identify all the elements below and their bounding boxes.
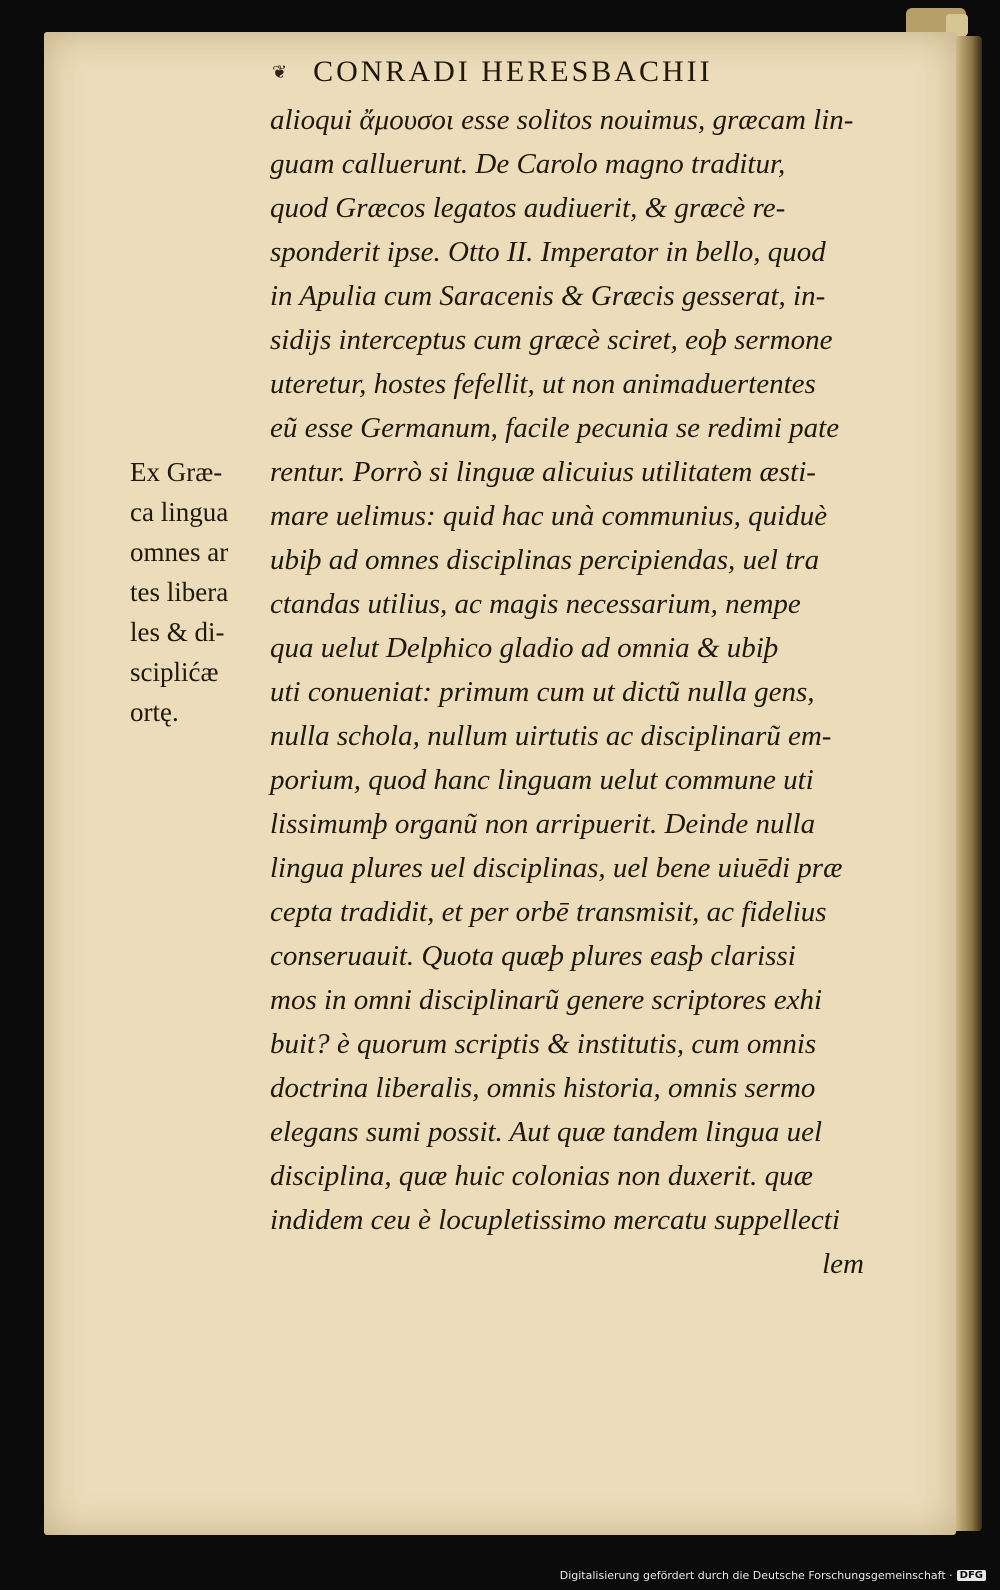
credit-text: Digitalisierung gefördert durch die Deutsche Forschungsgemeinschaft · [559, 1568, 953, 1582]
margin-line: ca lingua [130, 497, 229, 527]
text-line: in Apulia cum Saracenis & Græcis gesserat, in- [270, 280, 826, 312]
text-line: porium, quod hanc linguam uelut commune uti [270, 764, 814, 796]
text-line: disciplina, quæ huic colonias non duxerit. quæ [270, 1160, 813, 1192]
text-line: quod Græcos legatos audiuerit, & græcè re- [270, 192, 786, 224]
text-line: conseruauit. Quota quæþ plures easþ clarissi [270, 940, 796, 972]
text-line: uti conueniat: primum cum ut dictũ nulla gens, [270, 676, 815, 708]
text-line: cepta tradidit, et per orbē transmisit, ac fidelius [270, 896, 827, 928]
main-text-block [270, 98, 920, 1286]
text-line: elegans sumi possit. Aut quæ tandem lingua uel [270, 1116, 823, 1148]
text-line: sidijs interceptus cum græcè sciret, eoþ sermone [270, 324, 833, 356]
margin-line: sciplićæ [130, 657, 219, 687]
text-line: nulla schola, nullum uirtutis ac disciplinarũ em- [270, 720, 832, 752]
text-line: lingua plures uel disciplinas, uel bene uiuēdi præ [270, 852, 843, 884]
text-line: alioqui ἄμουσοι esse solitos nouimus, græcam lin- [270, 104, 854, 136]
text-line: mare uelimus: quid hac unà communius, quiduè [270, 500, 828, 532]
text-line: lissimumþ organũ non arripuerit. Deinde nulla [270, 808, 816, 840]
text-line: mos in omni disciplinarũ genere scriptores exhi [270, 984, 823, 1016]
margin-line: tes libera [130, 577, 229, 607]
text-line: doctrina liberalis, omnis historia, omnis sermo [270, 1072, 816, 1104]
running-head: CONRADI HERESBACHII [313, 55, 713, 88]
text-line: qua uelut Delphico gladio ad omnia & ubiþ [270, 632, 779, 664]
dfg-logo: DFG [957, 1570, 986, 1581]
fleuron-icon: ❦ [272, 61, 288, 83]
page-fore-edge [956, 36, 982, 1531]
catchword: lem [822, 1248, 864, 1280]
text-line: ctandas utilius, ac magis necessarium, nempe [270, 588, 801, 620]
text-line: uteretur, hostes fefellit, ut non animaduertentes [270, 368, 816, 400]
text-line: ubiþ ad omnes disciplinas percipiendas, uel tra [270, 544, 820, 576]
text-line: guam calluerunt. De Carolo magno traditur, [270, 148, 786, 180]
margin-line: les & di- [130, 617, 225, 647]
marginal-note [130, 452, 278, 732]
page-header [272, 52, 872, 92]
text-line: rentur. Porrò si linguæ alicuius utilitatem æsti- [270, 456, 816, 488]
digitization-credit [560, 1566, 986, 1584]
margin-line: omnes ar [130, 537, 229, 567]
text-line: buit? è quorum scriptis & institutis, cum omnis [270, 1028, 817, 1060]
text-line: sponderit ipse. Otto II. Imperator in bello, quod [270, 236, 826, 268]
margin-line: ortę. [130, 697, 179, 727]
margin-line: Ex Græ- [130, 457, 223, 487]
text-line: eũ esse Germanum, facile pecunia se redimi pate [270, 412, 840, 444]
text-line: indidem ceu è locupletissimo mercatu suppellecti [270, 1204, 840, 1236]
